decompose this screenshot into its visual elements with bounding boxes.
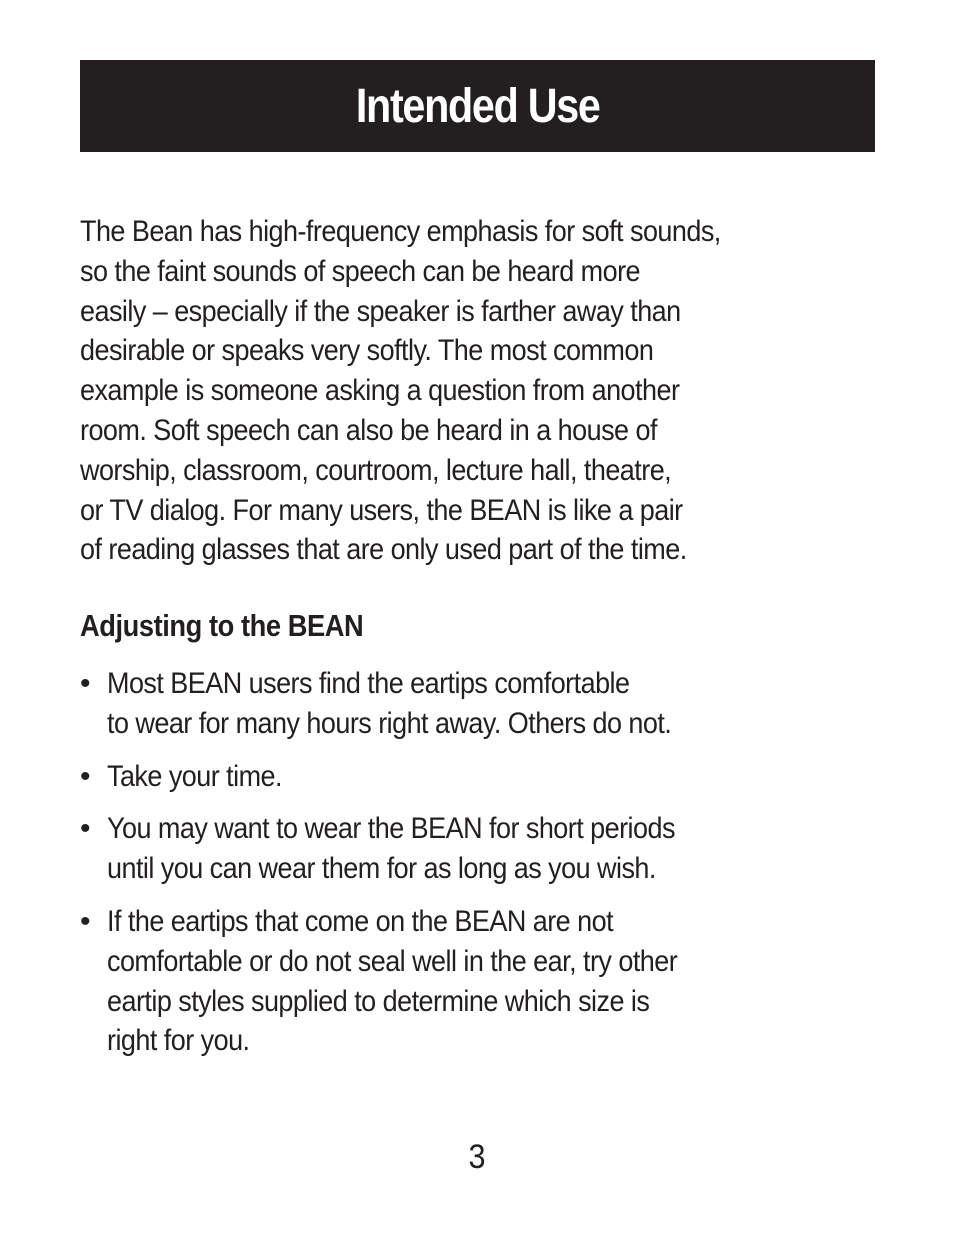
page-number: 3 [468, 1138, 486, 1176]
bullet-text [107, 809, 738, 889]
intro-line: The Bean has high-frequency emphasis for soft sounds, [80, 215, 721, 248]
bullet-item [80, 664, 870, 744]
bullet-mark: • [80, 759, 90, 793]
bullet-line: right for you. [107, 1024, 250, 1058]
intro-line: worship, classroom, courtroom, lecture hall, theatre, [80, 453, 672, 487]
intro-line: easily – especially if the speaker is farther away than [80, 294, 681, 328]
title-bar [80, 60, 875, 152]
intro-line: of reading glasses that are only used part of the time. [80, 533, 687, 567]
page-title: Intended Use [355, 79, 600, 133]
bullet-line: Most BEAN users find the eartips comfortable [107, 667, 630, 700]
bullet-line: If the eartips that come on the BEAN are not [107, 904, 614, 938]
bullet-line: eartip styles supplied to determine which size is [107, 984, 650, 1018]
bullet-list [80, 664, 870, 1074]
intro-line: desirable or speaks very softly. The most common [80, 334, 654, 368]
bullet-item [80, 809, 870, 889]
intro-paragraph [80, 212, 870, 570]
bullet-line: to wear for many hours right away. Others do not. [107, 706, 672, 740]
intro-line: or TV dialog. For many users, the BEAN is like a pair [80, 493, 683, 527]
bullet-text [107, 902, 741, 1061]
bullet-line: Take your time. [107, 759, 282, 793]
bullet-line: comfortable or do not seal well in the ear, try other [107, 944, 678, 978]
bullet-line: You may want to wear the BEAN for short periods [107, 812, 675, 846]
section-heading: Adjusting to the BEAN [80, 608, 364, 643]
bullet-text [107, 757, 301, 797]
intro-line: room. Soft speech can also be heard in a house of [80, 413, 657, 447]
bullet-mark: • [80, 904, 90, 938]
bullet-item [80, 902, 870, 1061]
bullet-item [80, 757, 870, 797]
bullet-line: until you can wear them for as long as you wish. [107, 852, 656, 886]
bullet-text [107, 664, 734, 744]
bullet-mark: • [80, 667, 90, 700]
bullet-mark: • [80, 812, 90, 846]
intro-line: so the faint sounds of speech can be heard more [80, 254, 641, 288]
page-content [80, 212, 870, 1058]
intro-line: example is someone asking a question from another [80, 374, 680, 408]
